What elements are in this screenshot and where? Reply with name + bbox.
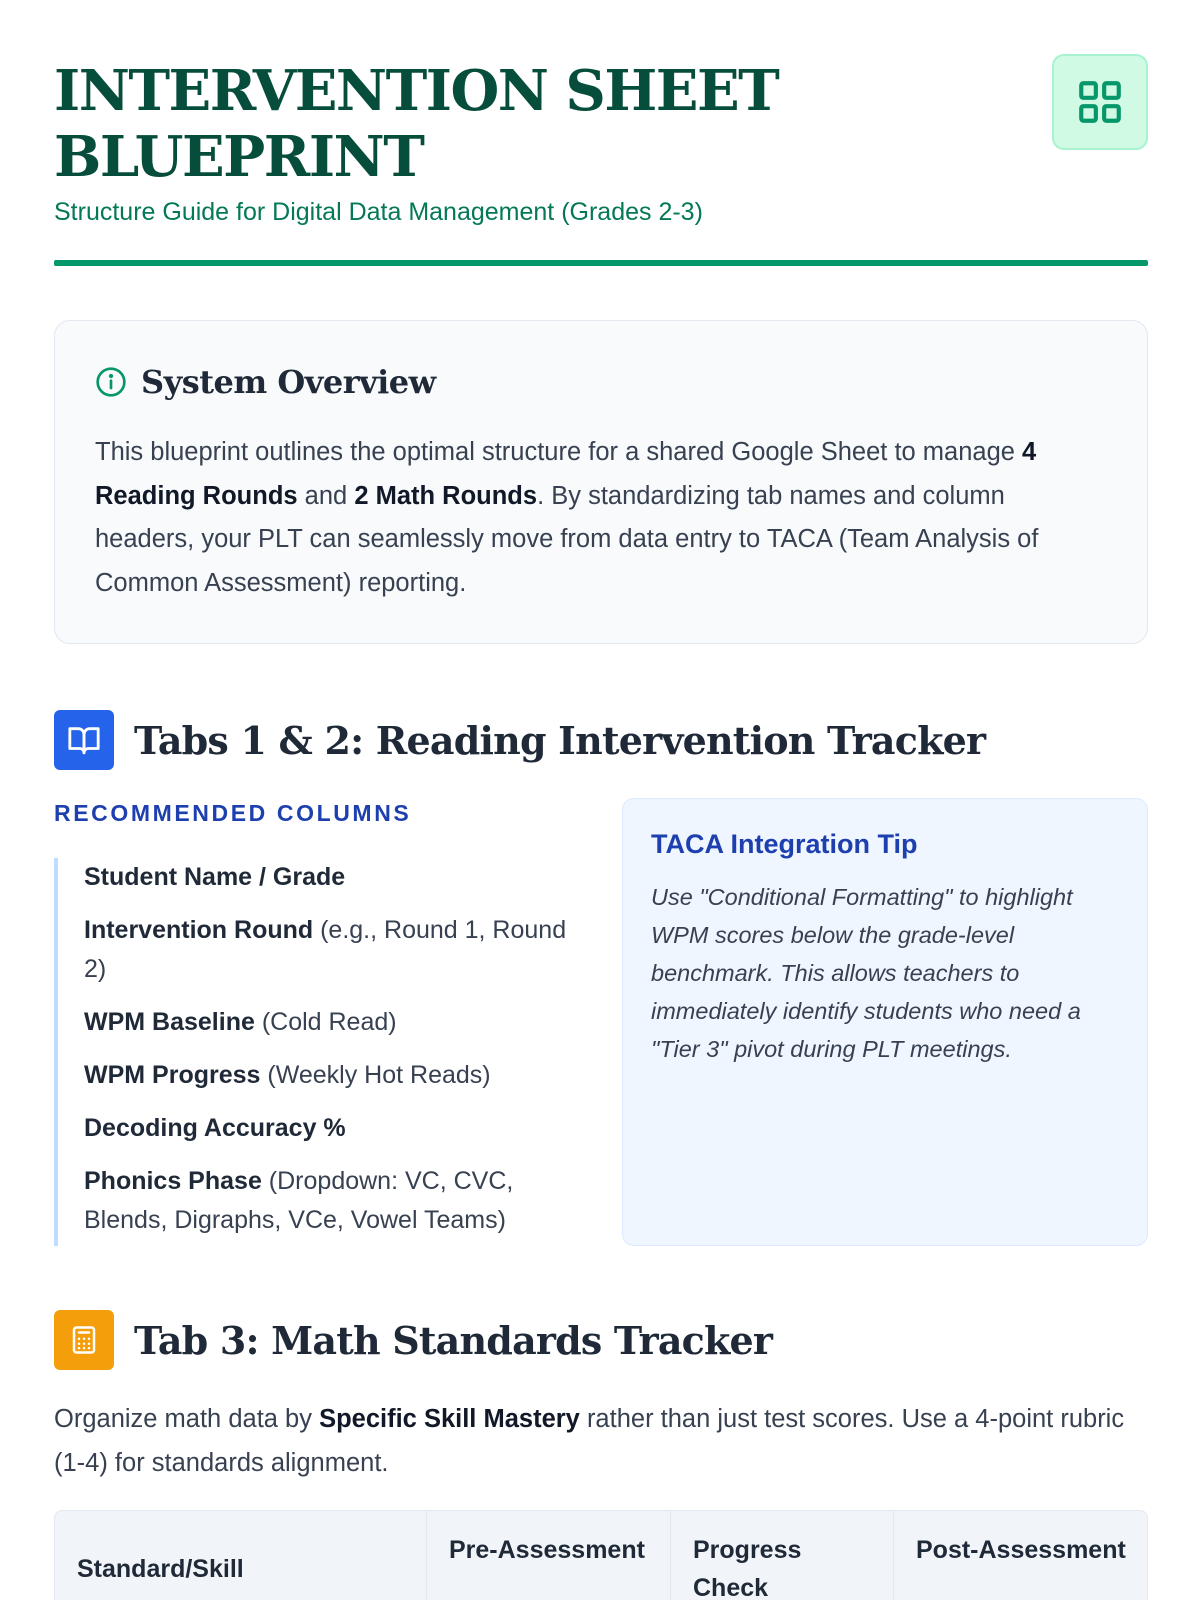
table-header-pre-assessment: Pre-Assessment [427,1511,671,1600]
grid-menu-button[interactable] [1052,54,1148,150]
math-section-heading [54,1310,772,1370]
reading-section-heading [54,710,985,770]
list-item: Intervention Round (e.g., Round 1, Round 2) [84,916,567,983]
reading-icon-badge [54,710,114,770]
recommended-columns-label: RECOMMENDED COLUMNS [54,800,412,826]
tip-text: Use "Conditional Formatting" to highlight WPM scores below the grade-level benchmark. This allows teachers to immediately identify students who need a "Tier 3" pivot during PLT meetings. [651,884,1081,1062]
table-header-progress-check: Progress Check [671,1511,894,1600]
grid-icon [1075,77,1125,127]
page-header [54,58,1148,268]
overview-text: This blueprint outlines the optimal structure for a shared Google Sheet to manage 4 Reading Rounds and 2 Math Rounds. By standardizing tab names and column headers, your PLT can seamlessly move from data entry to TACA (Team Analysis of Common Assessment) reporting. [95,438,1039,597]
math-standards-table [54,1510,1148,1600]
list-item: Phonics Phase (Dropdown: VC, CVC, Blends, Digraphs, VCe, Vowel Teams) [84,1167,514,1234]
book-icon [67,723,101,757]
list-item: WPM Progress (Weekly Hot Reads) [84,1061,491,1089]
calculator-icon [69,1325,99,1355]
page-subtitle: Structure Guide for Digital Data Management (Grades 2-3) [54,198,703,226]
system-overview-card [54,320,1148,644]
table-header-post-assessment: Post-Assessment [916,1536,1126,1564]
list-item: WPM Baseline (Cold Read) [84,1008,397,1036]
table-header-standard: Standard/Skill [55,1511,427,1600]
math-icon-badge [54,1310,114,1370]
recommended-columns-list [54,858,594,1246]
overview-title: System Overview [141,363,436,401]
page-title: INTERVENTION SHEET BLUEPRINT [54,58,779,190]
taca-tip-card [622,798,1148,1246]
info-icon [95,366,127,398]
list-item: Student Name / Grade [84,863,346,891]
list-item: Decoding Accuracy % [84,1114,346,1142]
reading-section-title: Tabs 1 & 2: Reading Intervention Tracker [134,717,986,763]
overview-heading [95,363,436,401]
math-section-title: Tab 3: Math Standards Tracker [134,1317,773,1363]
tip-title: TACA Integration Tip [651,829,918,859]
header-divider [54,260,1148,266]
math-intro-text: Organize math data by Specific Skill Mastery rather than just test scores. Use a 4-point rubric (1-4) for standards alignment. [54,1405,1125,1477]
